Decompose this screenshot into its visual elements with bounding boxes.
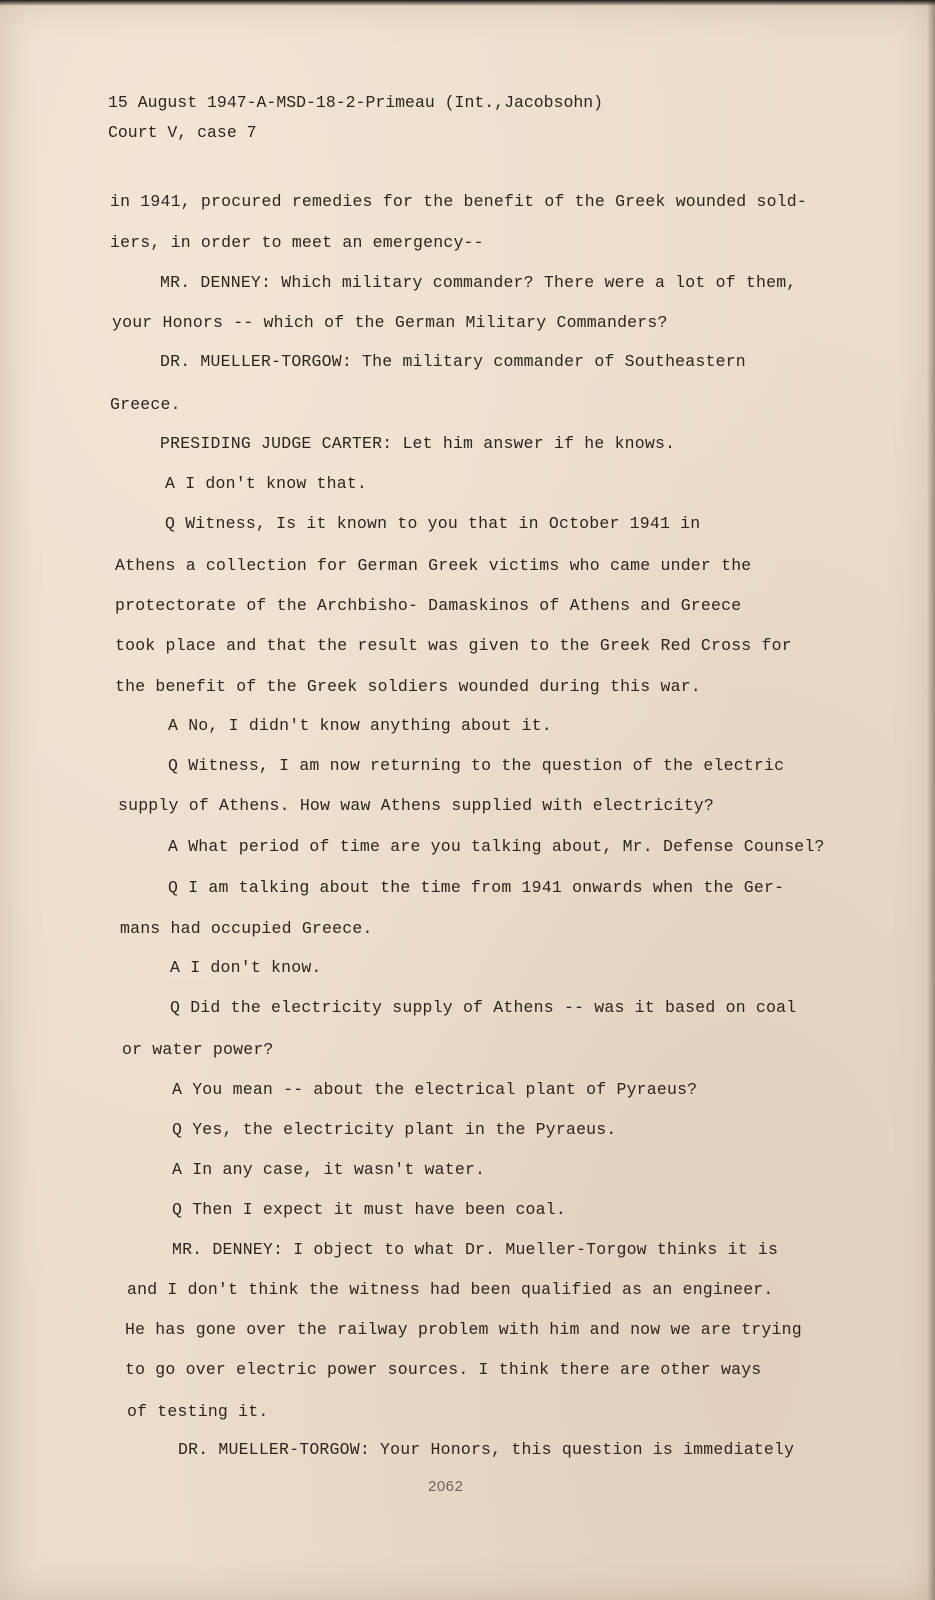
transcript-line: MR. DENNEY: I object to what Dr. Mueller-Torgow thinks it is	[172, 1240, 779, 1259]
transcript-line: Q Witness, Is it known to you that in October 1941 in	[165, 514, 701, 533]
transcript-line: your Honors -- which of the German Military Commanders?	[112, 313, 668, 332]
transcript-line: Q I am talking about the time from 1941 onwards when the Ger-	[168, 878, 785, 897]
transcript-line: A I don't know that.	[165, 474, 368, 493]
transcript-line: A You mean -- about the electrical plant of Pyraeus?	[172, 1080, 698, 1099]
document-header	[108, 88, 603, 148]
transcript-line: A No, I didn't know anything about it.	[168, 716, 552, 735]
transcript-line: iers, in order to meet an emergency--	[110, 233, 484, 252]
scan-edge-right	[927, 0, 935, 1600]
transcript-line: took place and that the result was given to the Greek Red Cross for	[115, 636, 792, 655]
transcript-line: in 1941, procured remedies for the benefit of the Greek wounded sold-	[110, 192, 808, 211]
transcript-line: the benefit of the Greek soldiers wounded during this war.	[115, 677, 701, 696]
transcript-line: A In any case, it wasn't water.	[172, 1160, 486, 1179]
transcript-line: Athens a collection for German Greek victims who came under the	[115, 556, 752, 575]
transcript-line: supply of Athens. How waw Athens supplied with electricity?	[118, 796, 714, 815]
transcript-line: MR. DENNEY: Which military commander? There were a lot of them,	[160, 273, 797, 292]
transcript-line: Q Then I expect it must have been coal.	[172, 1200, 566, 1219]
transcript-line: DR. MUELLER-TORGOW: Your Honors, this question is immediately	[178, 1440, 795, 1459]
transcript-line: and I don't think the witness had been qualified as an engineer.	[127, 1280, 774, 1299]
page-number: 2062	[428, 1478, 464, 1495]
transcript-line: Q Yes, the electricity plant in the Pyraeus.	[172, 1120, 617, 1139]
transcript-line: of testing it.	[127, 1402, 269, 1421]
transcript-line: or water power?	[122, 1040, 274, 1059]
transcript-line: A What period of time are you talking about, Mr. Defense Counsel?	[168, 837, 825, 856]
transcript-line: protectorate of the Archbisho- Damaskinos of Athens and Greece	[115, 596, 742, 615]
transcript-line: DR. MUELLER-TORGOW: The military commander of Southeastern	[160, 352, 746, 371]
transcript-line: to go over electric power sources. I think there are other ways	[125, 1360, 762, 1379]
scan-edge-top	[0, 0, 935, 6]
transcript-line: Q Did the electricity supply of Athens -- was it based on coal	[170, 998, 797, 1017]
transcript-line: He has gone over the railway problem with him and now we are trying	[125, 1320, 802, 1339]
header-court-line: Court V, case 7	[108, 123, 257, 142]
header-date-line: 15 August 1947-A-MSD-18-2-Primeau (Int.,Jacobsohn)	[108, 93, 604, 112]
transcript-line: PRESIDING JUDGE CARTER: Let him answer if he knows.	[160, 434, 676, 453]
transcript-line: A I don't know.	[170, 958, 322, 977]
transcript-line: Greece.	[110, 395, 181, 414]
transcript-line: Q Witness, I am now returning to the question of the electric	[168, 756, 785, 775]
transcript-line: mans had occupied Greece.	[120, 919, 373, 938]
